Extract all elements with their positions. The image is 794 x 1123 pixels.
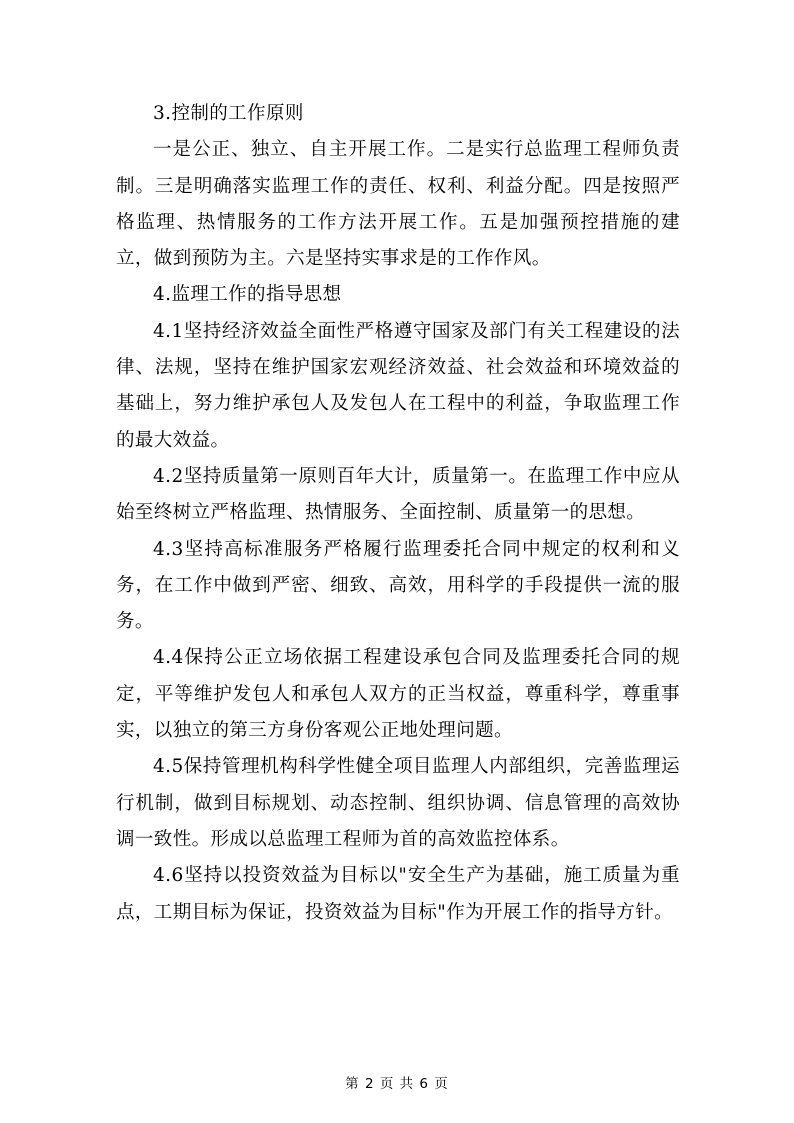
document-body: [116, 96, 680, 931]
paragraph-4-6: 4.6坚持以投资效益为目标以"安全生产为基础，施工质量为重点，工期目标为保证，投资效益为目标"作为开展工作的指导方针。: [116, 865, 680, 923]
paragraph-principles: 一是公正、独立、自主开展工作。二是实行总监理工程师负责制。三是明确落实监理工作的责任、权利、利益分配。四是按照严格监理、热情服务的工作方法开展工作。五是加强预控措施的建立，做到预防为主。六是坚持实事求是的工作作风。: [116, 139, 680, 270]
paragraph-4-1: 4.1坚持经济效益全面性严格遵守国家及部门有关工程建设的法律、法规，坚持在维护国家宏观经济效益、社会效益和环境效益的基础上，努力维护承包人及发包人在工程中的利益，争取监理工作的最大效益。: [116, 320, 680, 451]
paragraph-4-3: 4.3坚持高标准服务严格履行监理委托合同中规定的权利和义务，在工作中做到严密、细致、高效，用科学的手段提供一流的服务。: [116, 538, 680, 633]
section-heading-4: 4.监理工作的指导思想: [153, 284, 342, 306]
paragraph-4-4: 4.4保持公正立场依据工程建设承包合同及监理委托合同的规定，平等维护发包人和承包人双方的正当权益，尊重科学，尊重事实，以独立的第三方身份客观公正地处理问题。: [116, 647, 680, 742]
page-number-footer: 第 2 页 共 6 页: [345, 1076, 449, 1092]
paragraph-4-5: 4.5保持管理机构科学性健全项目监理人内部组织，完善监理运行机制，做到目标规划、动态控制、组织协调、信息管理的高效协调一致性。形成以总监理工程师为首的高效监控体系。: [116, 756, 680, 850]
paragraph-4-2: 4.2坚持质量第一原则百年大计，质量第一。在监理工作中应从始至终树立严格监理、热情服务、全面控制、质量第一的思想。: [116, 465, 680, 524]
section-heading-3: 3.控制的工作原则: [153, 103, 304, 124]
